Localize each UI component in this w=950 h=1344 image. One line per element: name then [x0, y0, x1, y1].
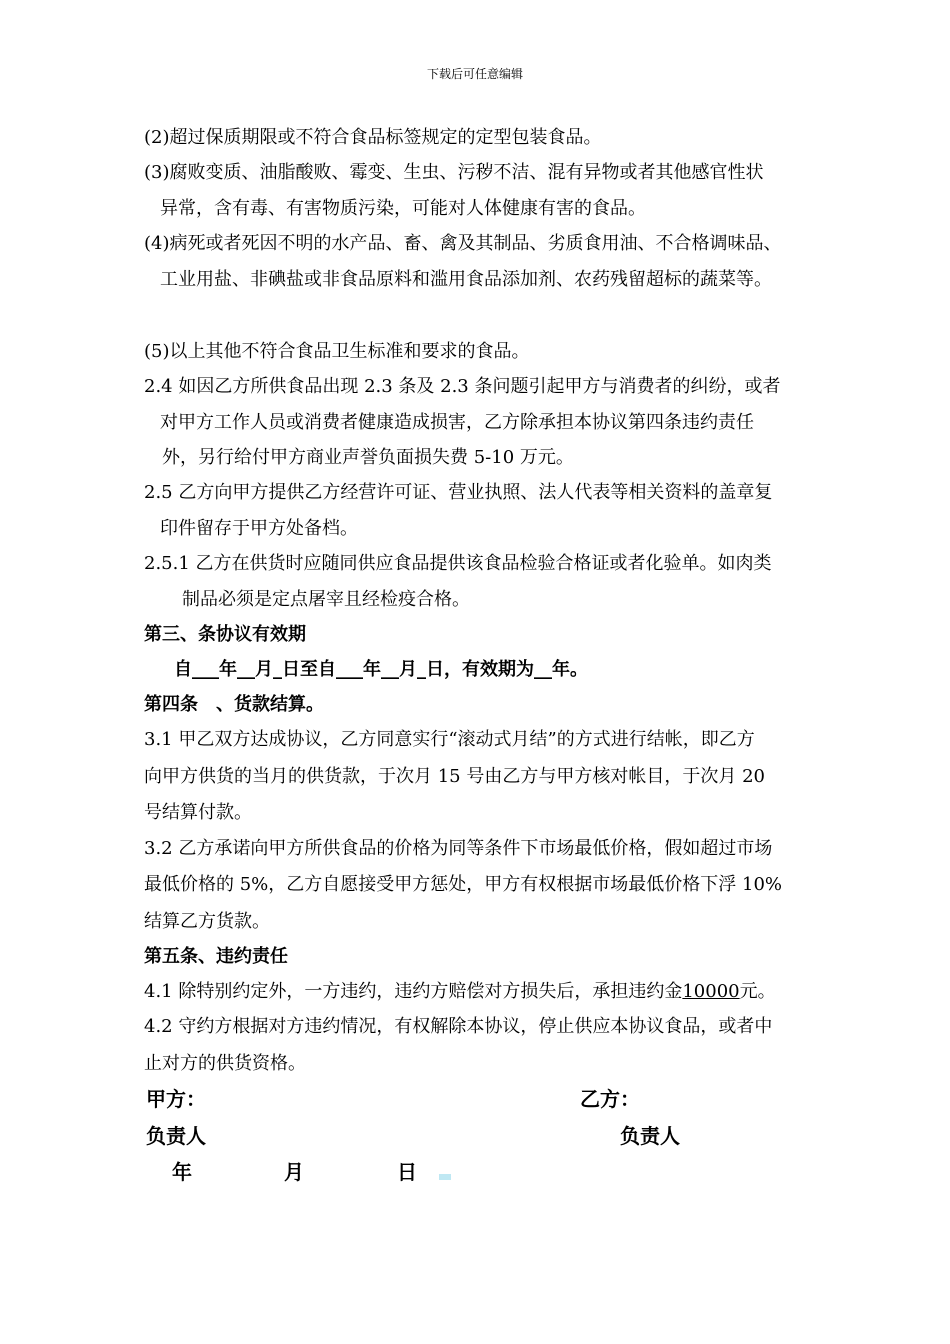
page-header-note: 下载后可任意编辑 — [426, 67, 523, 81]
clause-2-2-item-3-line-2: 异常，含有毒、有害物质污染，可能对人体健康有害的食品。 — [160, 198, 646, 219]
clause-2-2-item-3-line-1: (3)腐败变质、油脂酸败、霉变、生虫、污秽不洁、混有异物或者其他感官性状 — [144, 162, 764, 183]
clause-3-2-line-3: 结算乙方货款。 — [144, 911, 270, 932]
clause-2-5-line-1: 2.5 乙方向甲方提供乙方经营许可证、营业执照、法人代表等相关资料的盖章复 — [144, 482, 773, 503]
section-5-title: 第五条、违约责任 — [144, 946, 288, 967]
clause-4-2-line-1: 4.2 守约方根据对方违约情况，有权解除本协议，停止供应本协议食品，或者中 — [144, 1016, 773, 1037]
clause-3-1-line-1: 3.1 甲乙双方达成协议，乙方同意实行“滚动式月结”的方式进行结帐，即乙方 — [144, 729, 755, 750]
party-b-responsible-label: 负责人 — [620, 1124, 680, 1148]
clause-4-1-suffix: 元。 — [739, 981, 776, 1002]
date-day-label: 日 — [397, 1160, 417, 1184]
clause-2-5-1-line-2: 制品必须是定点屠宰且经检疫合格。 — [182, 589, 470, 610]
section-3-title: 第三、条协议有效期 — [144, 624, 306, 645]
text-cursor-marker — [439, 1174, 451, 1180]
penalty-amount: 10000 — [682, 981, 740, 1002]
clause-2-4-line-2: 对甲方工作人员或消费者健康造成损害，乙方除承担本协议第四条违约责任 — [160, 412, 754, 433]
date-year-label: 年 — [172, 1160, 192, 1184]
party-a-label: 甲方： — [146, 1087, 206, 1111]
clause-2-5-1-line-1: 2.5.1 乙方在供货时应随同供应食品提供该食品检验合格证或者化验单。如肉类 — [144, 553, 772, 574]
validity-period: 自___年__月_日至自___年__月_日，有效期为__年。 — [174, 659, 588, 680]
party-a-responsible-label: 负责人 — [146, 1124, 206, 1148]
clause-3-1-line-2: 向甲方供货的当月的供货款，于次月 15 号由乙方与甲方核对帐目，于次月 20 — [144, 766, 765, 787]
clause-2-2-item-5: (5)以上其他不符合食品卫生标准和要求的食品。 — [144, 341, 530, 362]
clause-3-2-line-1: 3.2 乙方承诺向甲方所供食品的价格为同等条件下市场最低价格，假如超过市场 — [144, 838, 773, 859]
clause-4-1 — [144, 981, 776, 1003]
clause-2-2-item-2: (2)超过保质期限或不符合食品标签规定的定型包装食品。 — [144, 127, 602, 148]
clause-2-2-item-4-line-1: (4)病死或者死因不明的水产品、畜、禽及其制品、劣质食用油、不合格调味品、 — [144, 233, 782, 254]
clause-3-2-line-2: 最低价格的 5%，乙方自愿接受甲方惩处，甲方有权根据市场最低价格下浮 10% — [144, 874, 783, 895]
date-month-label: 月 — [284, 1160, 304, 1184]
clause-2-4-line-3: 外，另行给付甲方商业声誉负面损失费 5-10 万元。 — [162, 447, 574, 468]
clause-4-1-text: 4.1 除特别约定外，一方违约，违约方赔偿对方损失后，承担违约金 — [144, 981, 683, 1002]
party-b-label: 乙方： — [580, 1087, 640, 1111]
clause-2-5-line-2: 印件留存于甲方处备档。 — [160, 518, 358, 539]
section-4-title: 第四条 、货款结算。 — [144, 694, 324, 715]
clause-4-2-line-2: 止对方的供货资格。 — [144, 1053, 306, 1074]
clause-2-2-item-4-line-2: 工业用盐、非碘盐或非食品原料和滥用食品添加剂、农药残留超标的蔬菜等。 — [160, 269, 772, 290]
clause-2-4-line-1: 2.4 如因乙方所供食品出现 2.3 条及 2.3 条问题引起甲方与消费者的纠纷，或者 — [144, 376, 781, 397]
clause-3-1-line-3: 号结算付款。 — [144, 802, 252, 823]
